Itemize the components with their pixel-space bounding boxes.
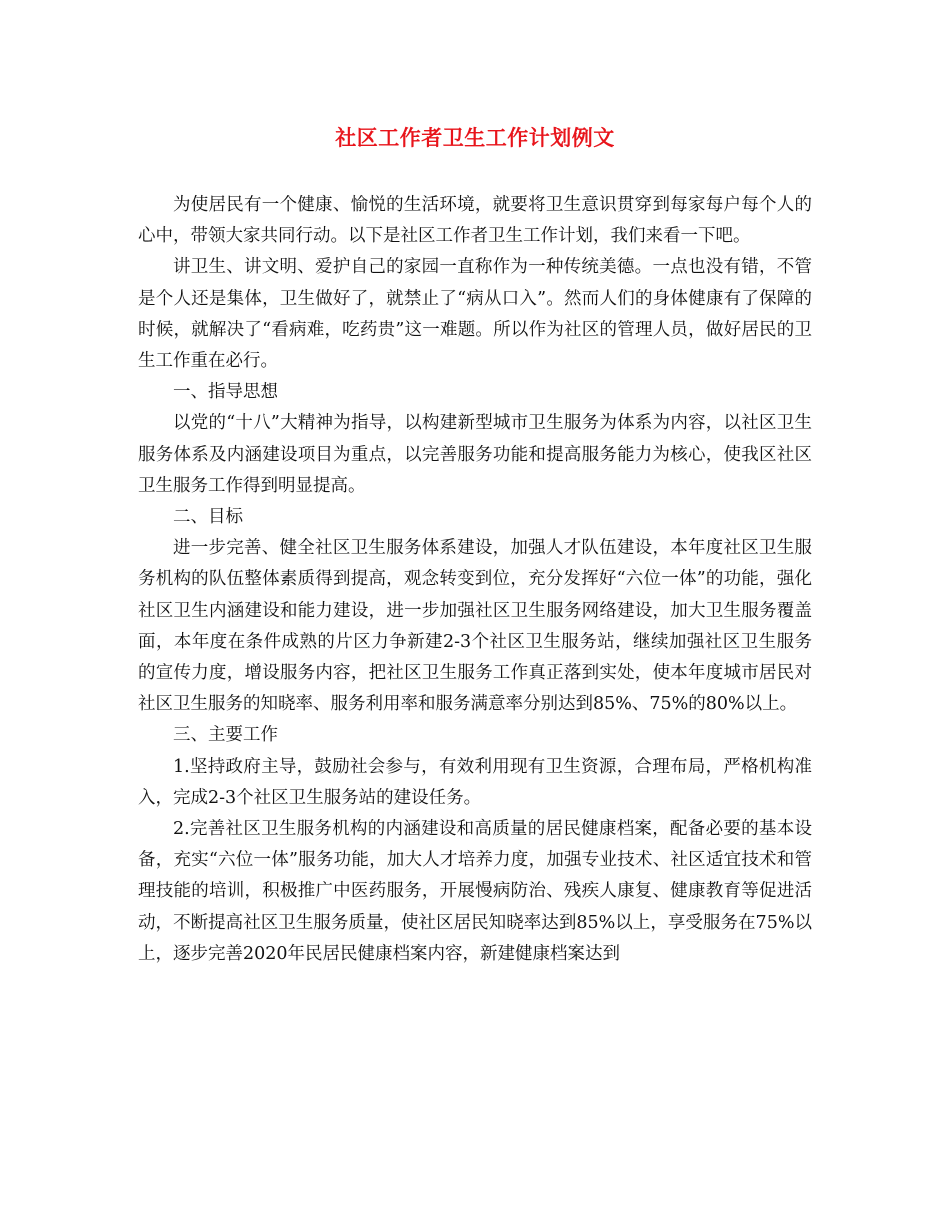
section-heading-main-work: 三、主要工作	[173, 725, 278, 746]
paragraph-main-work-2: 2.完善社区卫生服务机构的内涵建设和高质量的居民健康档案，配备必要的基本设备，充实“六位一体”服务功能，加大人才培养力度，加强专业技术、社区适宜技术和管理技能的培训，积极推广中医药服务，开展慢病防治、残疾人康复、健康教育等促进活动，不断提高社区卫生服务质量，使社区居民知晓率达到85%以上，享受服务在75%以上，逐步完善2020年民居民健康档案内容，新建健康档案达到	[138, 819, 812, 964]
paragraph-guiding-ideology: 以党的“十八”大精神为指导，以构建新型城市卫生服务为体系为内容，以社区卫生服务体系及内涵建设项目为重点，以完善服务功能和提高服务能力为核心，使我区社区卫生服务工作得到明显提高。	[138, 413, 812, 496]
paragraph-background: 讲卫生、讲文明、爱护自己的家园一直称作为一种传统美德。一点也没有错，不管是个人还是集体，卫生做好了，就禁止了“病从口入”。然而人们的身体健康有了保障的时候，就解决了“看病难，吃药贵”这一难题。所以作为社区的管理人员，做好居民的卫生工作重在必行。	[138, 257, 812, 372]
paragraph-intro: 为使居民有一个健康、愉悦的生活环境，就要将卫生意识贯穿到每家每户每个人的心中，带领大家共同行动。以下是社区工作者卫生工作计划，我们来看一下吧。	[138, 195, 812, 247]
paragraph-goals: 进一步完善、健全社区卫生服务体系建设，加强人才队伍建设，本年度社区卫生服务机构的队伍整体素质得到提高，观念转变到位，充分发挥好“六位一体”的功能，强化社区卫生内涵建设和能力建设，进一步加强社区卫生服务网络建设，加大卫生服务覆盖面，本年度在条件成熟的片区力争新建2-3个社区卫生服务站，继续加强社区卫生服务的宣传力度，增设服务内容，把社区卫生服务工作真正落到实处，使本年度城市居民对社区卫生服务的知晓率、服务利用率和服务满意率分别达到85%、75%的80%以上。	[138, 538, 812, 715]
section-heading-goals: 二、目标	[173, 507, 243, 528]
paragraph-main-work-1: 1.坚持政府主导，鼓励社会参与，有效利用现有卫生资源，合理布局，严格机构准入，完成2-3个社区卫生服务站的建设任务。	[138, 756, 812, 808]
section-heading-guiding-ideology: 一、指导思想	[173, 382, 278, 403]
document-title: 社区工作者卫生工作计划例文	[335, 125, 615, 150]
document-body	[138, 190, 812, 970]
